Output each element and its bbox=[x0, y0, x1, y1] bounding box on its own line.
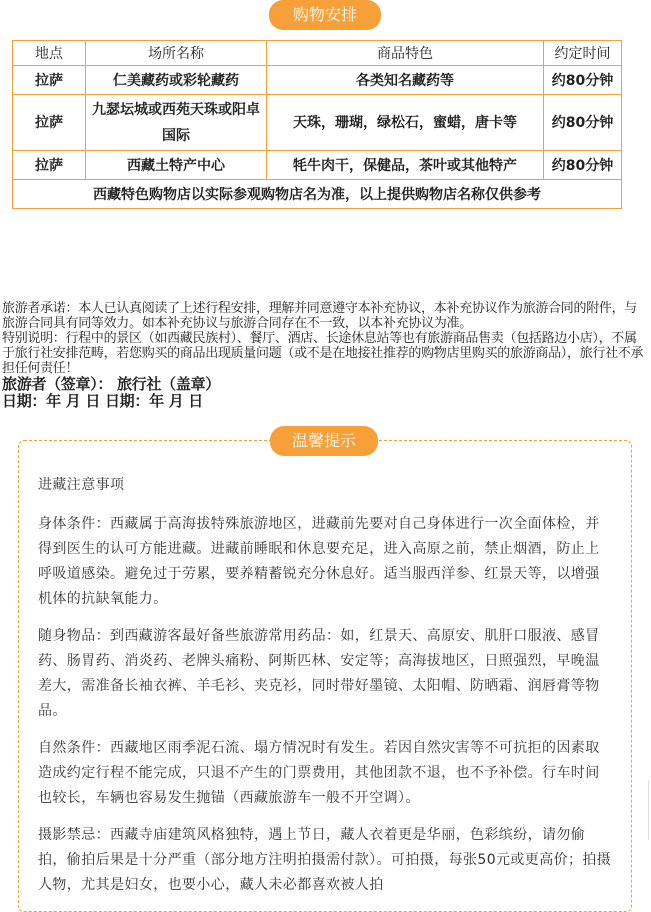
agreement-block bbox=[2, 301, 647, 410]
tips-content bbox=[38, 473, 612, 910]
table-row bbox=[13, 66, 622, 95]
tips-title: 进藏注意事项 bbox=[38, 477, 125, 493]
header-feature: 商品特色 bbox=[267, 41, 544, 66]
signature-line: 旅游者（签章）： 旅行社（盖章） bbox=[2, 375, 220, 393]
tips-paragraph-items: 随身物品：到西藏游客最好备些旅游常用药品：如，红景天、高原安、肌肝口服液、感冒药、肠胃药、消炎药、老牌头痛粉、阿斯匹林、安定等；高海拔地区，日照强烈，早晚温差大，需准备长袖衣裤、羊毛衫、夹克衫，同时带好墨镜、太阳帽、防晒霜、润唇膏等物品。 bbox=[38, 628, 600, 719]
tips-paragraph-photo: 摄影禁忌：西藏寺庙建筑风格独特，遇上节日，藏人衣着更是华丽，色彩缤纷，请勿偷拍，偷拍后果是十分严重（部分地方注明拍摄需付款）。可拍摄，每张50元或更高价；拍摄人物，尤其是妇女，也要小心，藏人未必都喜欢被人拍 bbox=[38, 827, 612, 893]
table-note-row bbox=[13, 180, 622, 209]
tips-paragraph-health: 身体条件：西藏属于高海拔特殊旅游地区，进藏前先要对自己身体进行一次全面体检，并得到医生的认可方能进藏。进藏前睡眠和休息要充足，进入高原之前，禁止烟酒，防止上呼吸道感染。避免过于劳累，要养精蓄锐充分休息好。适当服西洋参、红景天等，以增强机体的抗缺氧能力。 bbox=[38, 516, 600, 607]
cell-venue: 西藏土特产中心 bbox=[86, 151, 267, 180]
cell-time: 约80分钟 bbox=[544, 95, 622, 151]
shopping-table bbox=[12, 40, 622, 209]
table-row bbox=[13, 95, 622, 151]
cell-feature: 各类知名藏药等 bbox=[267, 66, 544, 95]
tips-heading: 温馨提示 bbox=[270, 426, 378, 456]
cell-place: 拉萨 bbox=[13, 95, 86, 151]
header-venue: 场所名称 bbox=[86, 41, 267, 66]
header-place: 地点 bbox=[13, 41, 86, 66]
cell-feature: 牦牛肉干，保健品，茶叶或其他特产 bbox=[267, 151, 544, 180]
table-header-row bbox=[13, 41, 622, 66]
shopping-note: 西藏特色购物店以实际参观购物店名为准，以上提供购物店名称仅供参考 bbox=[13, 180, 622, 209]
cell-place: 拉萨 bbox=[13, 66, 86, 95]
table-row bbox=[13, 151, 622, 180]
cell-venue: 仁美藏药或彩轮藏药 bbox=[86, 66, 267, 95]
cell-time: 约80分钟 bbox=[544, 66, 622, 95]
cell-feature: 天珠，珊瑚，绿松石，蜜蜡，唐卡等 bbox=[267, 95, 544, 151]
cell-time: 约80分钟 bbox=[544, 151, 622, 180]
date-line: 日期：年 月 日 日期：年 月 日 bbox=[2, 392, 204, 410]
tips-paragraph-nature: 自然条件：西藏地区雨季泥石流、塌方情况时有发生。若因自然灾害等不可抗拒的因素取造成约定行程不能完成，只退不产生的门票费用，其他团款不退，也不予补偿。行车时间也较长，车辆也容易发生抛锚（西藏旅游车一般不开空调）。 bbox=[38, 740, 600, 806]
header-time: 约定时间 bbox=[544, 41, 622, 66]
scrollbar[interactable] bbox=[648, 780, 649, 840]
cell-venue: 九瑟坛城或西苑天珠或阳卓国际 bbox=[86, 95, 267, 151]
shopping-heading: 购物安排 bbox=[269, 0, 381, 30]
cell-place: 拉萨 bbox=[13, 151, 86, 180]
special-note: 特别说明：行程中的景区（如西藏民族村）、餐厅、酒店、长途休息站等也有旅游商品售卖（包括路边小店），不属于旅行社安排范畴，若您购买的商品出现质量问题（或不是在地接社推荐的购物店里购买的旅游商品），旅行社不承担任何责任！ bbox=[2, 331, 644, 376]
promise-text: 旅游者承诺：本人已认真阅读了上述行程安排，理解并同意遵守本补充协议，本补充协议作为旅游合同的附件，与旅游合同具有同等效力。如本补充协议与旅游合同存在不一致，以本补充协议为准。 bbox=[2, 301, 638, 331]
